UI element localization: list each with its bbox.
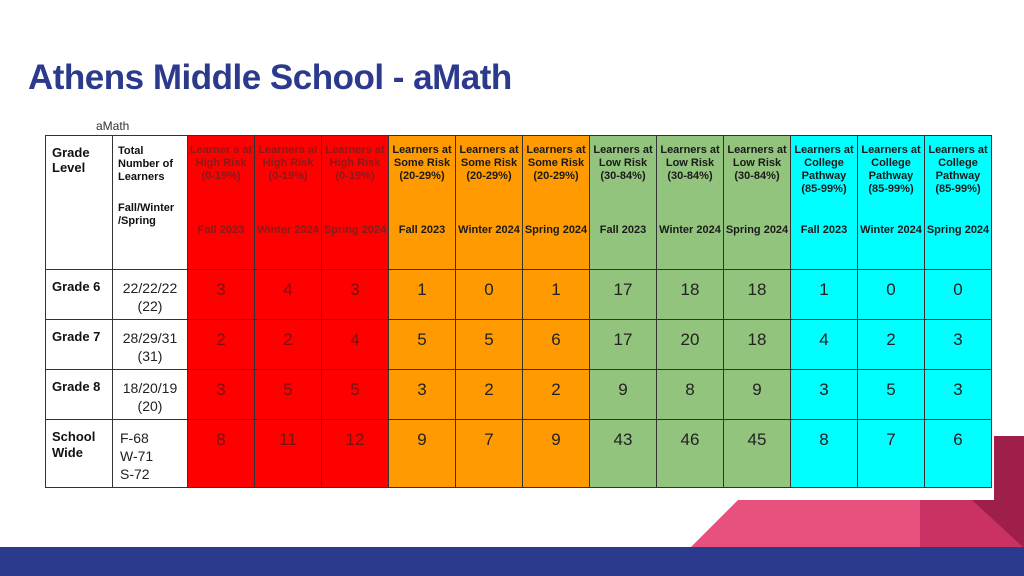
table-cell: 4 (791, 320, 858, 370)
column-header-term: Spring 2024 (926, 224, 990, 236)
column-header-term: Fall 2023 (197, 224, 245, 236)
table-cell: 8 (657, 370, 724, 420)
column-header-label: Learners at College Pathway (85-99%) (861, 144, 921, 195)
table-cell: 43 (590, 420, 657, 488)
column-header-label: Learners at High Risk (0-19%) (325, 144, 385, 182)
column-header-label: Learner s at High Risk (0-19%) (189, 144, 253, 182)
column-header-term: Spring 2024 (524, 224, 588, 236)
table-cell: 7 (456, 420, 523, 488)
table-cell: 0 (456, 270, 523, 320)
row-total-line: 28/29/31 (122, 330, 178, 346)
table-cell: 0 (925, 270, 992, 320)
table-cell: 7 (858, 420, 925, 488)
column-header-label: Learners at College Pathway (85-99%) (794, 144, 854, 195)
column-header (858, 136, 925, 270)
table-cell: 9 (590, 370, 657, 420)
row-label: Grade 8 (46, 370, 113, 420)
slide-title: Athens Middle School - aMath (28, 58, 512, 97)
column-header (724, 136, 791, 270)
table-cell: 3 (791, 370, 858, 420)
column-header (389, 136, 456, 270)
table-cell: 20 (657, 320, 724, 370)
table-cell: 4 (255, 270, 322, 320)
decorative-corner-shapes (690, 436, 1024, 548)
table-cell: 3 (188, 370, 255, 420)
pink-block (806, 500, 920, 548)
table-cell: 3 (925, 370, 992, 420)
bottom-bar (0, 547, 1024, 576)
column-header (590, 136, 657, 270)
column-header (657, 136, 724, 270)
table-cell: 45 (724, 420, 791, 488)
table-cell: 11 (255, 420, 322, 488)
row-total-line: (22) (137, 298, 163, 314)
table-cell: 1 (523, 270, 590, 320)
table-cell: 6 (523, 320, 590, 370)
table-cell: 12 (322, 420, 389, 488)
column-header-label: Learners at College Pathway (85-99%) (928, 144, 988, 195)
row-total-line: W-71 (120, 448, 154, 464)
maroon-block (994, 436, 1024, 500)
column-header-term: Winter 2024 (458, 224, 520, 236)
table-cell: 2 (188, 320, 255, 370)
row-total-line: S-72 (120, 466, 150, 482)
table-cell: 9 (724, 370, 791, 420)
table-cell: 2 (523, 370, 590, 420)
row-total-line: 18/20/19 (122, 380, 178, 396)
column-header-label: Learners at Some Risk (20-29%) (392, 144, 452, 182)
pink-parallelogram (690, 500, 806, 548)
header-row (46, 136, 992, 270)
table-cell: 17 (590, 270, 657, 320)
column-header (322, 136, 389, 270)
row-total (113, 370, 188, 420)
total-learners-sublabel: Fall/Winter /Spring (118, 202, 175, 227)
column-header-term: Fall 2023 (800, 224, 848, 236)
column-header (255, 136, 322, 270)
row-total-line: (31) (137, 348, 163, 364)
table-cell: 4 (322, 320, 389, 370)
column-header-term: Winter 2024 (257, 224, 319, 236)
row-total (113, 320, 188, 370)
table-cell: 6 (925, 420, 992, 488)
total-learners-label: Total Number of Learners (118, 145, 173, 183)
row-label: School Wide (46, 420, 113, 488)
total-learners-header (113, 136, 188, 270)
table-caption: aMath (96, 119, 130, 133)
row-total-line: F-68 (120, 430, 149, 446)
table-cell: 18 (724, 270, 791, 320)
column-header-label: Learners at Some Risk (20-29%) (459, 144, 519, 182)
column-header-label: Learners at Some Risk (20-29%) (526, 144, 586, 182)
column-header (925, 136, 992, 270)
table-cell: 18 (657, 270, 724, 320)
table-cell: 3 (322, 270, 389, 320)
column-header-term: Winter 2024 (659, 224, 721, 236)
table-cell: 1 (791, 270, 858, 320)
column-header-label: Learners at High Risk (0-19%) (258, 144, 318, 182)
column-header (523, 136, 590, 270)
table-cell: 9 (389, 420, 456, 488)
table-cell: 17 (590, 320, 657, 370)
row-label: Grade 7 (46, 320, 113, 370)
column-header-label: Learners at Low Risk (30-84%) (593, 144, 653, 182)
table-row (46, 270, 992, 320)
table-row (46, 320, 992, 370)
table-cell: 3 (389, 370, 456, 420)
row-total (113, 420, 188, 488)
table-cell: 9 (523, 420, 590, 488)
column-header-term: Spring 2024 (323, 224, 387, 236)
table-cell: 2 (858, 320, 925, 370)
table-cell: 5 (322, 370, 389, 420)
table-cell: 5 (456, 320, 523, 370)
column-header-term: Fall 2023 (599, 224, 647, 236)
table-cell: 5 (389, 320, 456, 370)
table-cell: 18 (724, 320, 791, 370)
table-cell: 2 (456, 370, 523, 420)
table-cell: 5 (858, 370, 925, 420)
table-cell: 3 (925, 320, 992, 370)
table-cell: 8 (188, 420, 255, 488)
table-cell: 1 (389, 270, 456, 320)
table-cell: 8 (791, 420, 858, 488)
table-row (46, 370, 992, 420)
column-header (188, 136, 255, 270)
column-header-term: Winter 2024 (860, 224, 922, 236)
grade-level-header: Grade Level (46, 136, 113, 270)
row-total-line: (20) (137, 398, 163, 414)
column-header-term: Fall 2023 (398, 224, 446, 236)
row-total-line: 22/22/22 (122, 280, 178, 296)
column-header-label: Learners at Low Risk (30-84%) (660, 144, 720, 182)
row-label: Grade 6 (46, 270, 113, 320)
column-header (791, 136, 858, 270)
column-header (456, 136, 523, 270)
column-header-label: Learners at Low Risk (30-84%) (727, 144, 787, 182)
table-cell: 5 (255, 370, 322, 420)
table-cell: 3 (188, 270, 255, 320)
table-cell: 46 (657, 420, 724, 488)
column-header-term: Spring 2024 (725, 224, 789, 236)
table-cell: 0 (858, 270, 925, 320)
row-total (113, 270, 188, 320)
table-cell: 2 (255, 320, 322, 370)
